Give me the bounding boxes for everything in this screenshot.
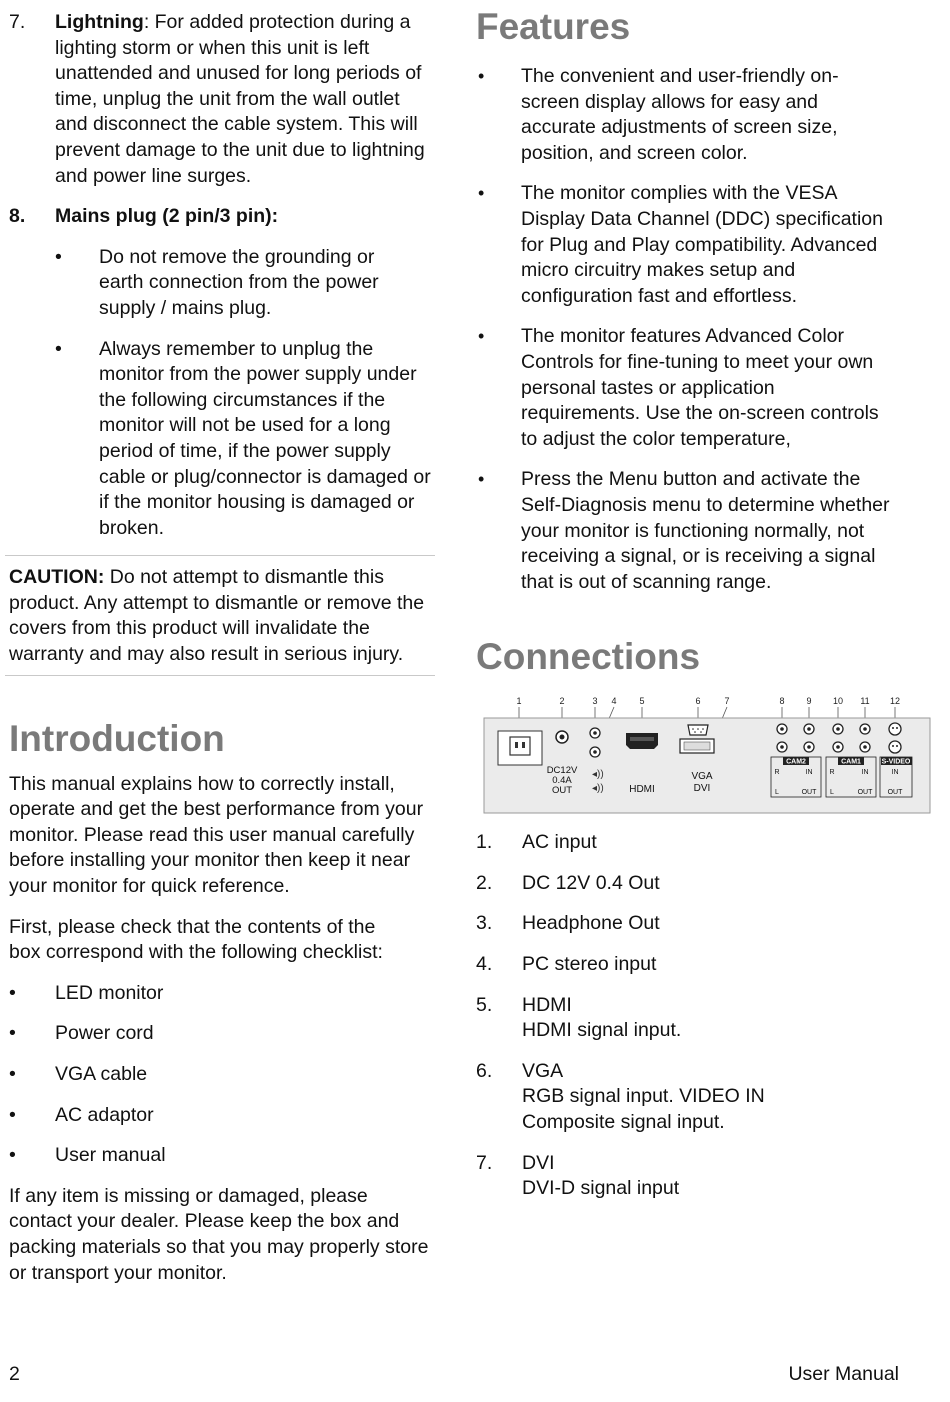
intro-paragraph: First, please check that the contents of the box correspond with the following checklist: [9, 915, 383, 964]
divider [5, 675, 435, 676]
section-heading-introduction: Introduction [9, 717, 225, 759]
list-item: • Always remember to unplug the monitor from the power supply under the following circumstances if the monitor will not be used for a long period of time, if the power supply cable or plug/connector is damaged or if the monitor housing is damaged or broken. [55, 337, 431, 539]
svg-text:0.4A: 0.4A [552, 775, 572, 787]
svg-text:OUT: OUT [887, 789, 903, 797]
port-number: 3 [592, 696, 598, 707]
checklist-item: • VGA cable [9, 1063, 148, 1085]
svg-text:DVI: DVI [693, 783, 711, 795]
svg-text:IN: IN [805, 769, 813, 777]
feature-item: • The monitor features Advanced Color Controls for fine-tuning to meet your own personal tastes or application requirements. Use the on-screen controls to adjust the color temperature, [478, 325, 879, 450]
connection-item: 5. HDMI HDMI signal input. [476, 993, 682, 1042]
svg-text:CAM1: CAM1 [841, 758, 861, 766]
svg-text:OUT: OUT [801, 789, 817, 797]
checklist-item: • Power cord [9, 1022, 154, 1045]
audio-icon: ◂)) [592, 769, 604, 781]
connection-item: 7. DVI DVI-D signal input [476, 1151, 680, 1200]
port-number: 8 [779, 696, 785, 707]
svg-text:IN: IN [891, 769, 899, 777]
item-number: 8. [9, 205, 26, 228]
svg-text:R: R [774, 769, 780, 777]
svg-text:IN: IN [861, 769, 869, 777]
checklist-item: • LED monitor [9, 981, 164, 1004]
svg-text:OUT: OUT [857, 789, 873, 797]
connection-item: 3. Headphone Out [476, 912, 660, 935]
svg-text:OUT: OUT [551, 785, 573, 797]
checklist-item: • AC adaptor [9, 1103, 154, 1126]
intro-paragraph: This manual explains how to correctly install, operate and get the best performance from your monitor. Please read this user manual carefully before installing your monitor then keep it near your monitor for quick reference. [9, 772, 424, 898]
port-number: 5 [639, 696, 645, 707]
svg-text:L: L [775, 789, 779, 797]
svg-text:L: L [830, 789, 834, 797]
svg-text:S-VIDEO: S-VIDEO [881, 758, 911, 766]
port-number: 4 [611, 696, 617, 707]
item-text: : For added protection during a lighting storm or when this unit is left unattended and unused for long periods of time, unplug the unit from the wall outlet and disconnect the cable system. This will prevent damage to the unit due to lightning and power line surges. [55, 11, 425, 187]
audio-icon: ◂)) [592, 783, 604, 795]
svg-text:R: R [829, 769, 835, 777]
list-item: • Do not remove the grounding or earth connection from the power supply / mains plug. [55, 245, 379, 319]
divider [5, 555, 435, 556]
svg-text:CAM2: CAM2 [786, 758, 806, 766]
checklist-item: • User manual [9, 1144, 166, 1167]
intro-paragraph: If any item is missing or damaged, please contact your dealer. Please keep the box and packing materials so that you may properly store or transport your monitor. [9, 1184, 429, 1284]
section-heading-features: Features [476, 6, 631, 47]
feature-item: • The monitor complies with the VESA Display Data Channel (DDC) specification for Plug and Play compatibility. Advanced micro circuitry makes setup and configuration fast and effortless. [478, 182, 883, 307]
connection-item: 2. DC 12V 0.4 Out [476, 871, 660, 894]
item-heading: Mains plug (2 pin/3 pin): [55, 205, 279, 228]
page-footer [9, 1362, 899, 1388]
page-number: 2 [9, 1363, 20, 1385]
footer-title: User Manual [788, 1363, 899, 1385]
section-heading-connections: Connections [476, 636, 701, 678]
port-number: 11 [860, 696, 870, 707]
item-term: Lightning [55, 11, 144, 33]
port-number: 7 [724, 696, 730, 707]
connection-item: 4. PC stereo input [476, 953, 657, 976]
svg-text:DC12V: DC12V [546, 765, 578, 777]
caution-label: CAUTION: [9, 566, 105, 589]
svg-text:HDMI: HDMI [629, 784, 655, 796]
svg-text:VGA: VGA [691, 771, 713, 783]
feature-item: • The convenient and user-friendly on-screen display allows for easy and accurate adjustments of screen size, position, and screen color. [478, 65, 839, 164]
connection-item: 6. VGA RGB signal input. VIDEO IN Composite signal input. [476, 1059, 765, 1134]
connection-item: 1. AC input [476, 831, 597, 854]
port-number: 6 [695, 696, 701, 707]
feature-item: • Press the Menu button and activate the Self-Diagnosis menu to determine whether your monitor is functioning normally, not receiving a signal, or is receiving a signal that is out of scanning range. [478, 468, 890, 593]
vga-port [688, 725, 708, 735]
port-number: 9 [806, 696, 812, 707]
port-number: 10 [832, 696, 844, 707]
rear-panel-diagram [480, 695, 935, 820]
item-lightning [9, 10, 434, 189]
item-mains-plug [9, 204, 434, 230]
item-number: 7. [9, 11, 26, 33]
left-column [9, 0, 434, 1286]
caution-note: CAUTION: Do not attempt to dismantle this product. Any attempt to dismantle or remove the covers from this product will invalidate the warranty and may also result in serious injury. [9, 566, 425, 666]
port-number: 1 [516, 696, 522, 707]
right-column [476, 0, 936, 1202]
port-number: 12 [889, 696, 901, 707]
port-number: 2 [559, 696, 565, 707]
